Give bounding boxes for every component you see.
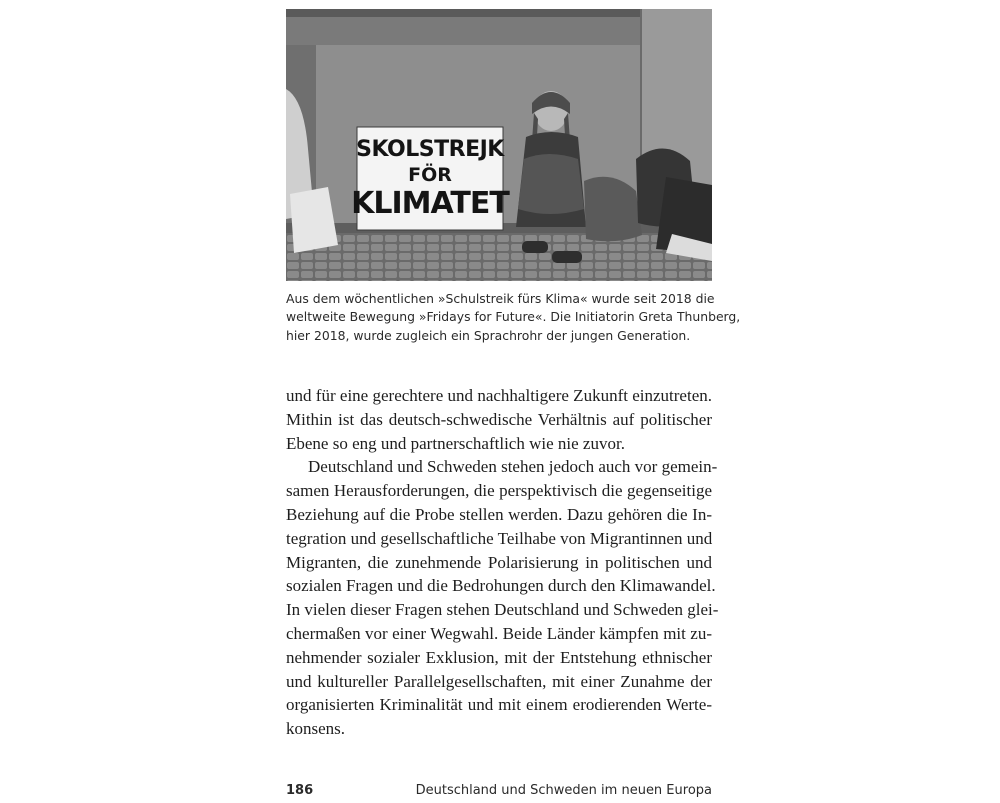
body-line: chermaßen vor einer Wegwahl. Beide Länder kämpfen mit zu-	[286, 623, 712, 643]
sign-text	[351, 127, 509, 230]
running-title: Deutschland und Schweden im neuen Europa	[415, 783, 712, 798]
body-line: samen Herausforderungen, die perspektivisch die gegenseitige	[286, 481, 712, 501]
body-text	[286, 384, 719, 741]
body-line: nehmender sozialer Exklusion, mit der Entstehung ethnischer	[286, 647, 712, 667]
body-line: Beziehung auf die Probe stellen werden. Dazu gehören die In-	[286, 504, 712, 524]
body-line: In vielen dieser Fragen stehen Deutschland und Schweden glei-	[286, 600, 719, 620]
body-line: und kultureller Parallelgesellschaften, mit einer Zunahme der	[286, 671, 712, 691]
sign-line-3: KLIMATET	[351, 185, 509, 221]
photo-climate-strike	[286, 9, 712, 281]
body-line: und für eine gerechtere und nachhaltigere Zukunft einzutreten.	[286, 386, 712, 405]
page-number: 186	[286, 783, 314, 798]
photo-caption	[286, 290, 741, 345]
body-line: Mithin ist das deutsch-schwedische Verhältnis auf politischer	[286, 409, 712, 429]
sign-line-2: FÖR	[408, 163, 452, 186]
body-line: konsens.	[286, 719, 346, 739]
caption-line: Aus dem wöchentlichen »Schulstreik fürs Klima« wurde seit 2018 die	[286, 291, 715, 306]
sign-line-1: SKOLSTREJK	[356, 136, 504, 162]
body-line: Migranten, die zunehmende Polarisierung in politischen und	[286, 552, 712, 572]
body-line: tegration und gesellschaftliche Teilhabe von Migrantinnen und	[286, 528, 713, 548]
page-footer	[286, 783, 712, 803]
caption-line: weltweite Bewegung »Fridays for Future«. Die Initiatorin Greta Thunberg,	[286, 309, 741, 325]
body-line: Deutschland und Schweden stehen jedoch auch vor gemein-	[308, 457, 718, 477]
body-line: Ebene so eng und partnerschaftlich wie nie zuvor.	[286, 433, 625, 453]
body-line: organisierten Kriminalität und mit einem erodierenden Werte-	[286, 695, 712, 715]
body-line: sozialen Fragen und die Bedrohungen durch den Klimawandel.	[286, 576, 716, 596]
caption-line: hier 2018, wurde zugleich ein Sprachrohr der jungen Generation.	[286, 327, 691, 343]
book-page	[286, 0, 741, 800]
